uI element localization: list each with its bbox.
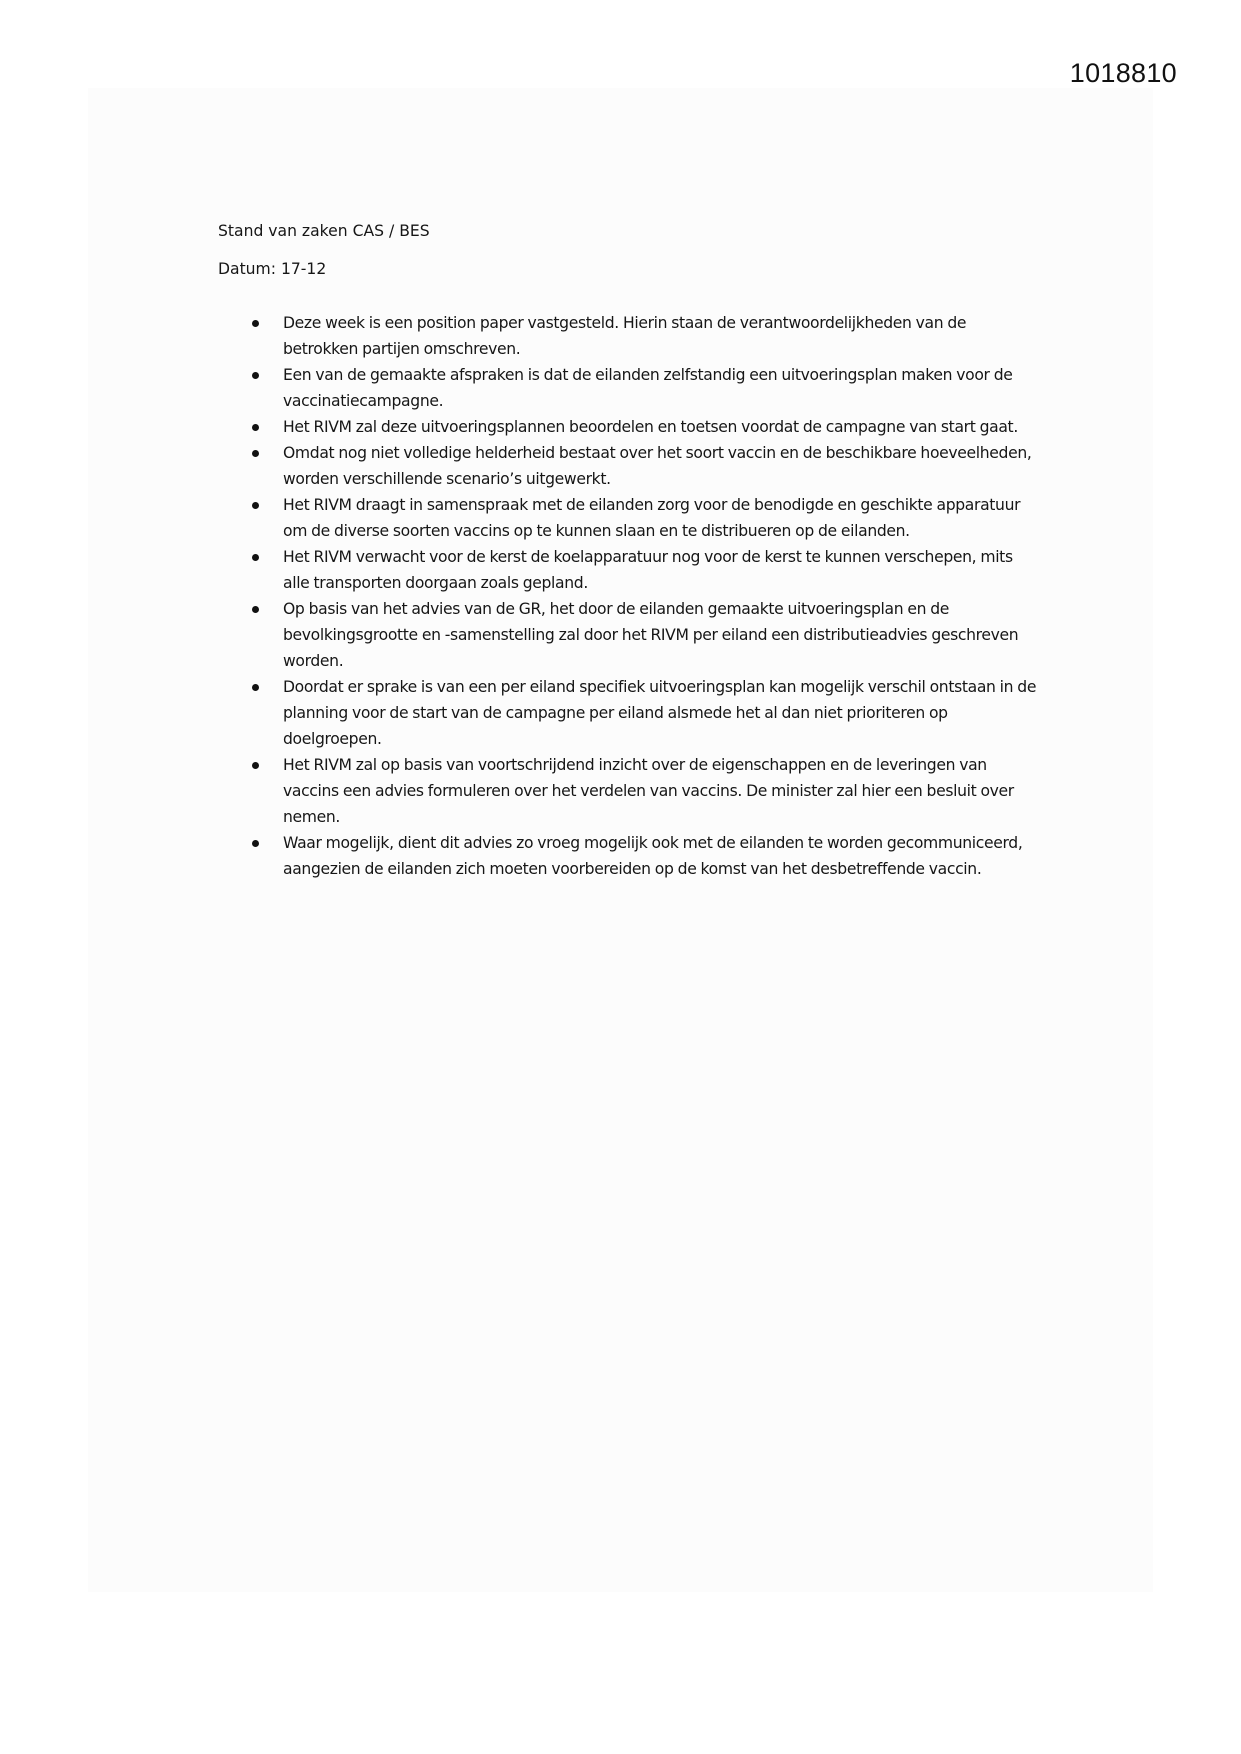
list-item-text: Het RIVM zal op basis van voortschrijdend inzicht over de eigenschappen en de leveringen van vaccins een advies formuleren over het verdelen van vaccins. De minister zal hier een besluit over nemen. <box>283 756 1014 826</box>
document-title: Stand van zaken CAS / BES <box>218 222 430 240</box>
list-item <box>218 830 1038 882</box>
list-item <box>218 310 1038 362</box>
list-item <box>218 544 1038 596</box>
list-item-text: Omdat nog niet volledige helderheid bestaat over het soort vaccin en de beschikbare hoeveelheden, worden verschillende scenario’s uitgewerkt. <box>283 444 1032 488</box>
list-item <box>218 414 1038 440</box>
list-item <box>218 752 1038 830</box>
list-item-text: Doordat er sprake is van een per eiland specifiek uitvoeringsplan kan mogelijk verschil ontstaan in de planning voor de start van de campagne per eiland alsmede het al dan niet prioriteren op doelgroepen. <box>283 678 1037 748</box>
bullet-icon <box>252 450 259 457</box>
bullet-icon <box>252 320 259 327</box>
list-item <box>218 362 1038 414</box>
document-id-number: 1018810 <box>1069 58 1177 88</box>
bullet-icon <box>252 554 259 561</box>
list-item-text: Het RIVM verwacht voor de kerst de koelapparatuur nog voor de kerst te kunnen verschepen, mits alle transporten doorgaan zoals gepland. <box>283 548 1013 592</box>
status-bullet-list <box>218 310 1038 882</box>
bullet-icon <box>252 684 259 691</box>
list-item-text: Het RIVM zal deze uitvoeringsplannen beoordelen en toetsen voordat de campagne van start gaat. <box>283 418 1018 436</box>
list-item <box>218 440 1038 492</box>
list-item-text: Waar mogelijk, dient dit advies zo vroeg mogelijk ook met de eilanden te worden gecommuniceerd, aangezien de eilanden zich moeten voorbereiden op de komst van het desbetreffende vaccin. <box>283 834 1023 878</box>
bullet-icon <box>252 840 259 847</box>
list-item <box>218 492 1038 544</box>
list-item-text: Op basis van het advies van de GR, het door de eilanden gemaakte uitvoeringsplan en de bevolkingsgrootte en -samenstelling zal door het RIVM per eiland een distributieadvies geschreven worden. <box>283 600 1019 670</box>
bullet-icon <box>252 424 259 431</box>
bullet-icon <box>252 502 259 509</box>
list-item <box>218 674 1038 752</box>
list-item <box>218 596 1038 674</box>
bullet-icon <box>252 762 259 769</box>
list-item-text: Het RIVM draagt in samenspraak met de eilanden zorg voor de benodigde en geschikte apparatuur om de diverse soorten vaccins op te kunnen slaan en te distribueren op de eilanden. <box>283 496 1021 540</box>
list-item-text: Een van de gemaakte afspraken is dat de eilanden zelfstandig een uitvoeringsplan maken voor de vaccinatiecampagne. <box>283 366 1013 410</box>
bullet-icon <box>252 606 259 613</box>
bullet-icon <box>252 372 259 379</box>
list-item-text: Deze week is een position paper vastgesteld. Hierin staan de verantwoordelijkheden van de betrokken partijen omschreven. <box>283 314 967 358</box>
document-body <box>218 218 1038 882</box>
document-date: Datum: 17-12 <box>218 260 327 278</box>
